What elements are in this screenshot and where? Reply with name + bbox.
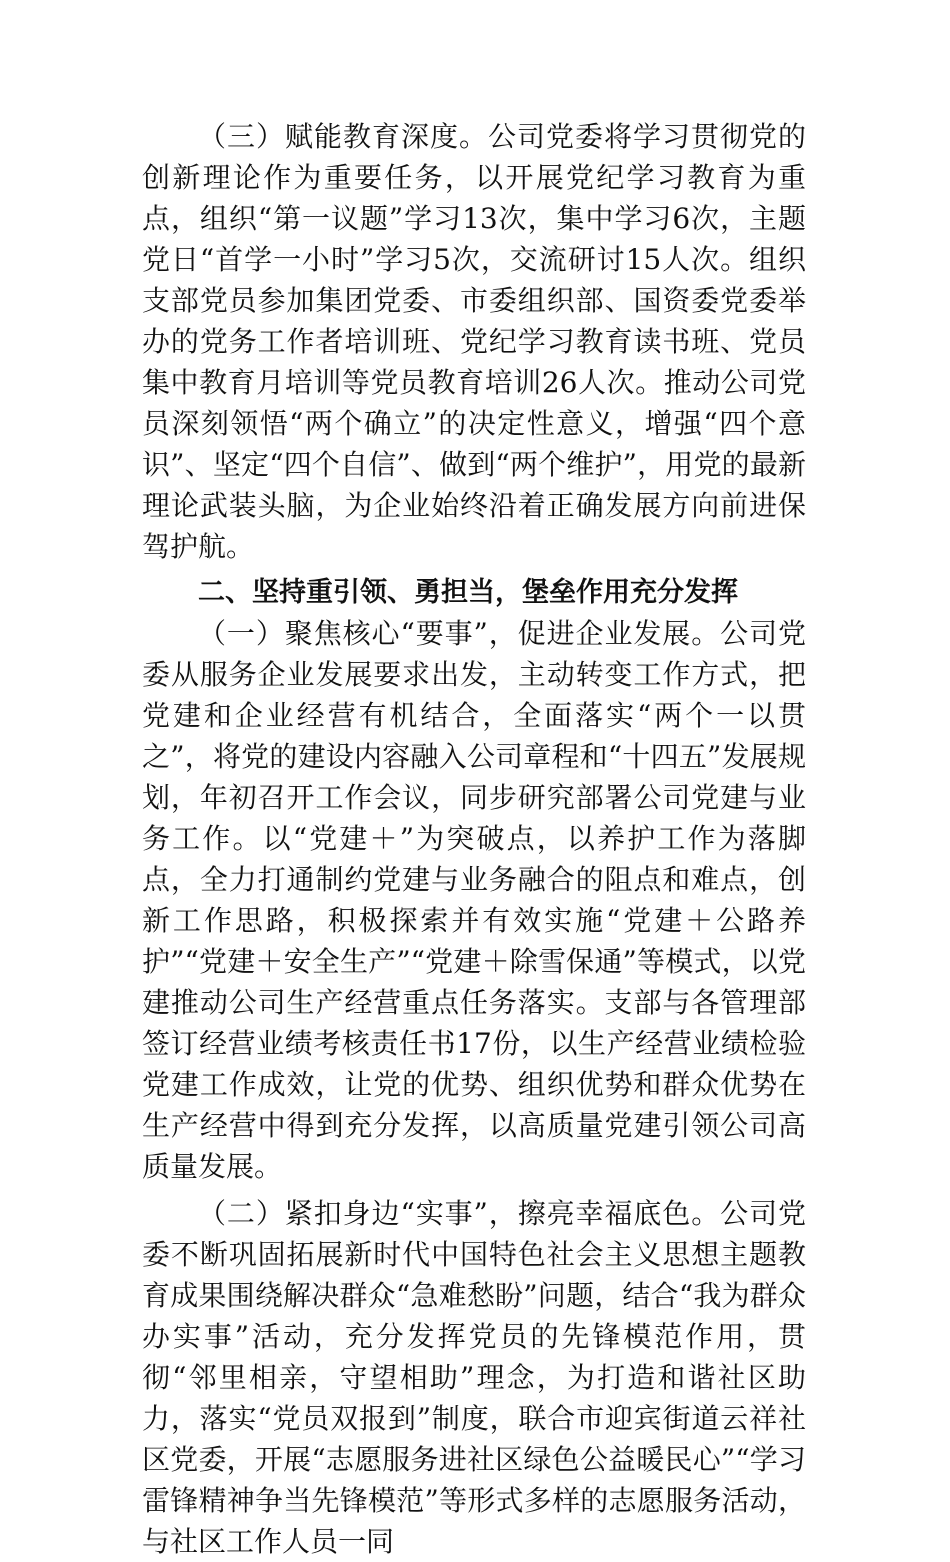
section-heading: 二、坚持重引领、勇担当，堡垒作用充分发挥 <box>198 577 738 608</box>
paragraph-education-depth: （三）赋能教育深度。公司党委将学习贯彻党的创新理论作为重要任务，以开展党纪学习教育为重点，组织“第一议题”学习13次，集中学习6次，主题党日“首学一小时”学习5次，交流研讨15人次。组织支部党员参加集团党委、市委组织部、国资委党委举办的党务工作者培训班、党纪学习教育读书班、党员集中教育月培训等党员教育培训26人次。推动公司党员深刻领悟“两个确立”的决定性意义，增强“四个意识”、坚定“四个自信”、做到“两个维护”，用党的最新理论武装头脑，为企业始终沿着正确发展方向前进保驾护航。 <box>142 120 806 563</box>
paragraph-core-matters: （一）聚焦核心“要事”，促进企业发展。公司党委从服务企业发展要求出发，主动转变工作方式，把党建和企业经营有机结合，全面落实“两个一以贯之”，将党的建设内容融入公司章程和“十四五”发展规划，年初召开工作会议，同步研究部署公司党建与业务工作。以“党建＋”为突破点，以养护工作为落脚点，全力打通制约党建与业务融合的阻点和难点，创新工作思路，积极探索并有效实施“党建＋公路养护”“党建＋安全生产”“党建＋除雪保通”等模式，以党建推动公司生产经营重点任务落实。支部与各管理部签订经营业绩考核责任书17份，以生产经营业绩检验党建工作成效，让党的优势、组织优势和群众优势在生产经营中得到充分发挥，以高质量党建引领公司高质量发展。 <box>142 617 806 1183</box>
document-body <box>142 116 806 1562</box>
paragraph-practical-matters: （二）紧扣身边“实事”，擦亮幸福底色。公司党委不断巩固拓展新时代中国特色社会主义思想主题教育成果围绕解决群众“急难愁盼”问题，结合“我为群众办实事”活动，充分发挥党员的先锋模范作用，贯彻“邻里相亲，守望相助”理念，为打造和谐社区助力，落实“党员双报到”制度，联合市迎宾街道云祥社区党委，开展“志愿服务进社区绿色公益暖民心”“学习雷锋精神争当先锋模范”等形式多样的志愿服务活动，与社区工作人员一同 <box>142 1197 806 1558</box>
